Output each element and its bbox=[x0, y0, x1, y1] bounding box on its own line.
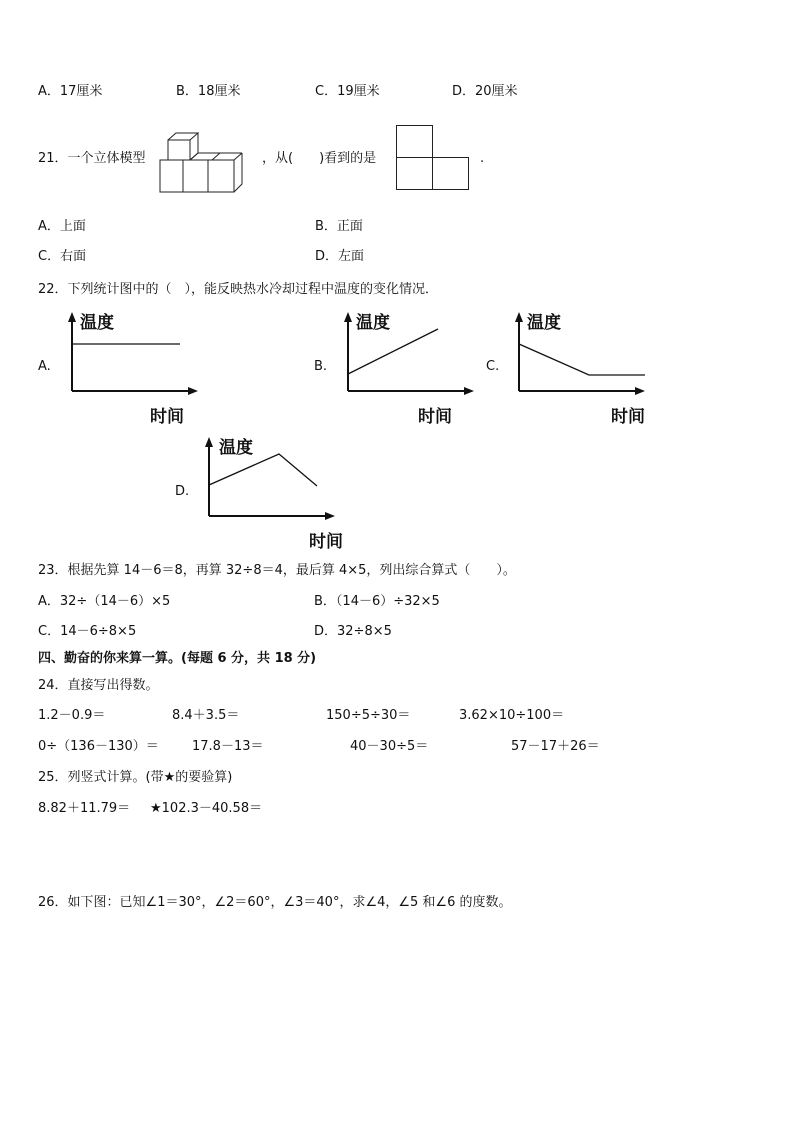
graph-d-line bbox=[209, 454, 317, 486]
graph-d-label: D. bbox=[175, 484, 190, 499]
graph-a-label: A. bbox=[38, 359, 51, 374]
graph-c bbox=[507, 308, 655, 430]
graph-b-xlabel: 时间 bbox=[418, 407, 452, 427]
q22-question: 22．下列统计图中的（ ），能反映热水冷却过程中温度的变化情况． bbox=[38, 282, 439, 297]
q23-option-b: B．（14－6）÷32×5 bbox=[314, 594, 440, 609]
q21-option-d: D．左面 bbox=[315, 249, 365, 264]
q25-question: 25．列竖式计算。(带★的要验算) bbox=[38, 770, 233, 785]
cube-model-figure bbox=[156, 126, 248, 194]
graph-c-line bbox=[519, 344, 645, 375]
graph-b-ylabel: 温度 bbox=[356, 313, 390, 333]
q24-item: 57－17＋26＝ bbox=[511, 739, 600, 754]
q20-option-b: B．18厘米 bbox=[176, 84, 241, 99]
q24-item: 1.2－0.9＝ bbox=[38, 708, 106, 723]
q21-option-b: B．正面 bbox=[315, 219, 363, 234]
q24-question: 24．直接写出得数。 bbox=[38, 678, 159, 693]
q21-question: 21．一个立体模型 bbox=[38, 151, 146, 166]
section4-title: 四、勤奋的你来算一算。(每题 6 分，共 18 分) bbox=[38, 651, 317, 666]
view-shape-figure bbox=[396, 125, 470, 191]
graph-d-xlabel: 时间 bbox=[309, 532, 343, 552]
q23-question: 23．根据先算 14－6＝8，再算 32÷8＝4，最后算 4×5，列出综合算式（ ）。 bbox=[38, 563, 516, 578]
graph-b-label: B. bbox=[314, 359, 328, 374]
q24-item: 40－30÷5＝ bbox=[350, 739, 429, 754]
q24-item: 0÷（136－130）＝ bbox=[38, 739, 159, 754]
graph-a-ylabel: 温度 bbox=[80, 313, 114, 333]
q23-option-d: D．32÷8×5 bbox=[314, 624, 392, 639]
graph-d-ylabel: 温度 bbox=[219, 438, 253, 458]
graph-a bbox=[60, 308, 200, 430]
graph-d bbox=[197, 433, 343, 555]
q24-item: 17.8－13＝ bbox=[192, 739, 264, 754]
graph-c-xlabel: 时间 bbox=[611, 407, 645, 427]
q25-item: ★102.3－40.58＝ bbox=[150, 801, 263, 816]
q21-question-end: . bbox=[480, 151, 485, 166]
q20-option-d: D．20厘米 bbox=[452, 84, 518, 99]
graph-b-line bbox=[348, 329, 438, 374]
q25-item: 8.82＋11.79＝ bbox=[38, 801, 131, 816]
graph-b bbox=[336, 308, 476, 430]
q21-option-a: A．上面 bbox=[38, 219, 86, 234]
q26-question: 26．如下图：已知∠1＝30°，∠2＝60°，∠3＝40°，求∠4，∠5 和∠6 的度数。 bbox=[38, 895, 512, 910]
graph-a-xlabel: 时间 bbox=[150, 407, 184, 427]
q24-item: 3.62×10÷100＝ bbox=[459, 708, 565, 723]
graph-c-ylabel: 温度 bbox=[527, 313, 561, 333]
q23-option-c: C．14－6÷8×5 bbox=[38, 624, 137, 639]
q20-option-c: C．19厘米 bbox=[315, 84, 380, 99]
q24-item: 8.4＋3.5＝ bbox=[172, 708, 240, 723]
q20-option-a: A．17厘米 bbox=[38, 84, 103, 99]
q21-option-c: C．右面 bbox=[38, 249, 87, 264]
q21-question-middle: ，从( )看到的是 bbox=[262, 151, 377, 166]
q23-option-a: A．32÷（14－6）×5 bbox=[38, 594, 171, 609]
graph-c-label: C. bbox=[486, 359, 500, 374]
q24-item: 150÷5÷30＝ bbox=[326, 708, 411, 723]
